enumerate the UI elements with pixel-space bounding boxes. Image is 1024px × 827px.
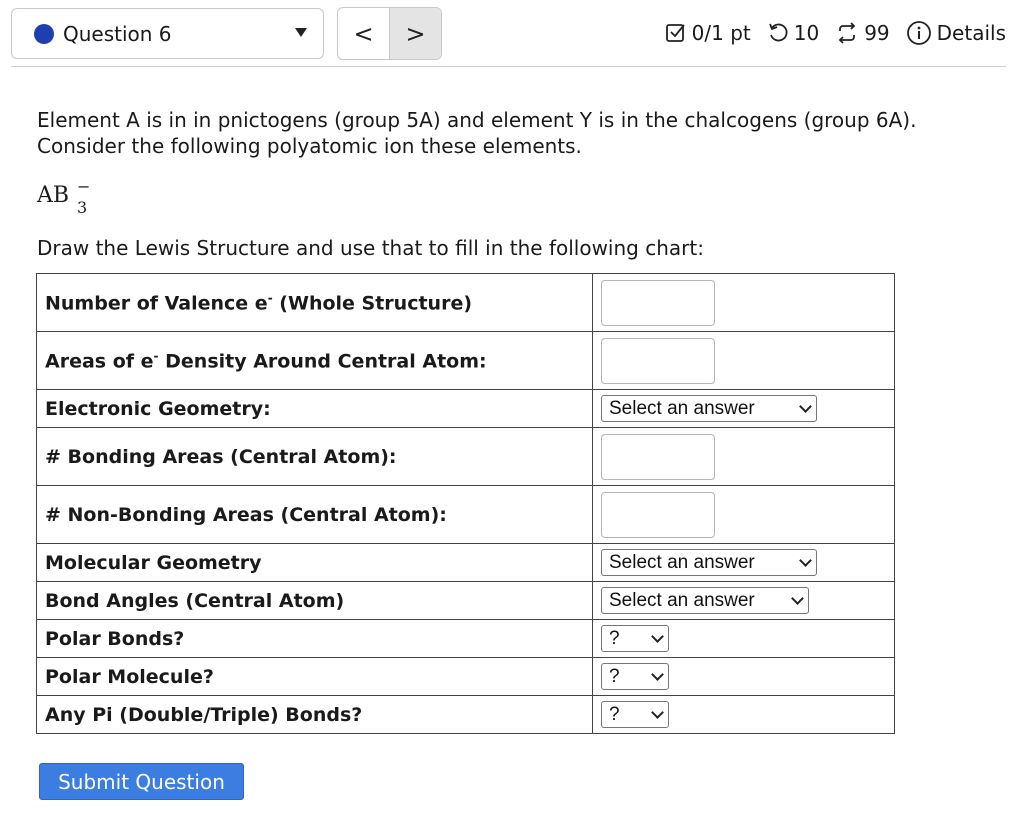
score-text: 0/1 pt [691,21,751,45]
chart-row-label [37,274,593,332]
row-label-text: Bond Angles (Central Atom) [45,589,345,612]
formula-subscript: 3 [77,198,88,217]
header-divider [11,66,1006,67]
details-button[interactable] [906,20,1006,46]
chart-row-answer [593,544,895,582]
row-label-tail: Density Around Central Atom: [158,350,487,373]
select-value: Select an answer [609,397,755,419]
chart-row [37,428,895,486]
electron-superscript: - [267,290,273,305]
chart-row [37,658,895,696]
formula-base: AB [37,183,70,208]
chart-row-label [37,620,593,658]
chart-row-answer [593,274,895,332]
row-label-text: Number of Valence e [45,292,268,315]
answer-select[interactable] [601,549,817,576]
select-value: ? [609,627,620,649]
select-value: ? [609,703,620,725]
row-label-text: Electronic Geometry: [45,397,271,420]
prompt-line-1: Element A is in in pnictogens (group 5A) and element Y is in the chalcogens (group 6A). [37,108,917,132]
chart-row [37,390,895,428]
question-nav [337,7,442,60]
electron-superscript: - [153,348,159,363]
prompt-line-2: Consider the following polyatomic ion these elements. [37,134,582,158]
attempts-count: 99 [864,21,890,45]
chart-row-answer [593,582,895,620]
info-icon [906,20,932,46]
chart-row-label [37,390,593,428]
chart-row-answer [593,696,895,734]
question-status [655,20,1006,46]
chart-instruction: Draw the Lewis Structure and use that to fill in the following chart: [37,236,704,260]
chart-row-label [37,428,593,486]
caret-down-icon [295,28,307,37]
details-label: Details [936,21,1006,45]
chart-row-label [37,658,593,696]
question-label: Question 6 [63,21,172,46]
row-label-text: # Non-Bonding Areas (Central Atom): [45,503,447,526]
number-answer-input[interactable] [601,280,715,326]
select-value: Select an answer [609,551,755,573]
answer-chart [36,273,895,734]
chevron-down-icon [651,668,664,681]
submit-question-button[interactable]: Submit Question [39,763,244,800]
answer-select[interactable] [601,395,817,422]
chart-row-answer [593,486,895,544]
number-answer-input[interactable] [601,492,715,538]
chart-row [37,582,895,620]
chevron-down-icon [651,630,664,643]
chevron-down-icon [799,554,812,567]
chart-row-answer [593,390,895,428]
row-label-text: Any Pi (Double/Triple) Bonds? [45,703,363,726]
chart-row-label [37,332,593,390]
checkbox-icon [665,22,687,44]
row-label-text: # Bonding Areas (Central Atom): [45,445,397,468]
row-label-tail: (Whole Structure) [272,292,473,315]
chart-row-answer [593,620,895,658]
next-question-button[interactable]: > [389,8,441,59]
row-label-text: Polar Molecule? [45,665,214,688]
answer-select[interactable] [601,587,809,614]
number-answer-input[interactable] [601,434,715,480]
chart-row [37,332,895,390]
chart-row-answer [593,658,895,696]
row-label-text: Molecular Geometry [45,551,262,574]
chart-row-label [37,486,593,544]
yes-no-select[interactable] [601,701,669,728]
chevron-down-icon [791,592,804,605]
retry-icon [767,22,789,44]
previous-question-button[interactable]: < [353,19,374,48]
chart-row-label [37,582,593,620]
question-prompt [37,107,997,159]
number-answer-input[interactable] [601,338,715,384]
ion-formula [37,177,91,217]
chart-row-answer [593,332,895,390]
chart-row [37,544,895,582]
chart-row-answer [593,428,895,486]
retries-count: 10 [793,21,820,45]
chevron-down-icon [651,706,664,719]
chart-row-label [37,696,593,734]
chart-row-label [37,544,593,582]
select-value: ? [609,665,620,687]
question-selector[interactable] [11,8,324,59]
row-label-text: Polar Bonds? [45,627,185,650]
chart-row [37,620,895,658]
chart-row [37,274,895,332]
chevron-down-icon [799,400,812,413]
formula-charge: − [77,177,91,196]
current-question-dot-icon [34,24,54,44]
attempts-icon [835,22,859,44]
chart-row [37,696,895,734]
yes-no-select[interactable] [601,625,669,652]
select-value: Select an answer [609,589,755,611]
chart-row [37,486,895,544]
row-label-text: Areas of e [45,350,154,373]
yes-no-select[interactable] [601,663,669,690]
